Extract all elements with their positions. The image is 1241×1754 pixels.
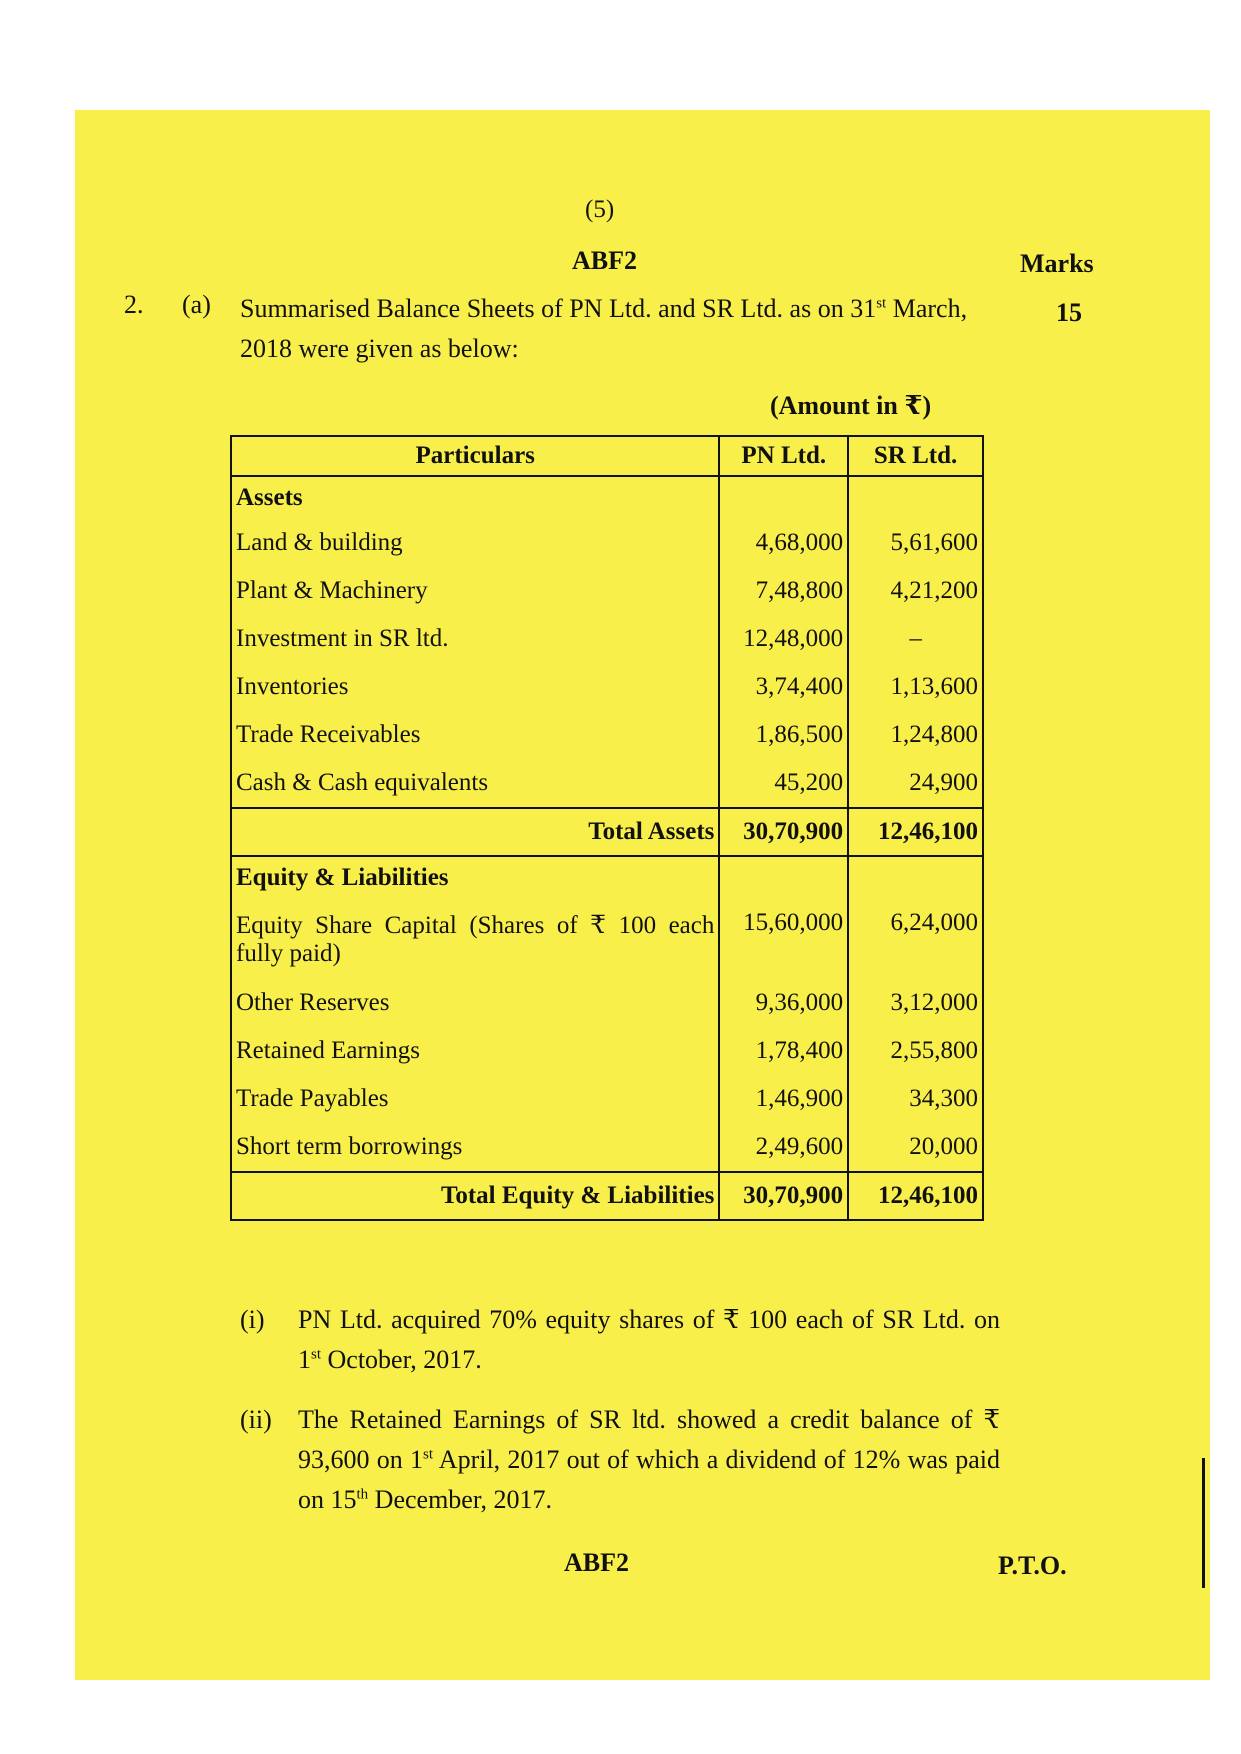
paper-code-footer: ABF2 [564,1548,629,1577]
pn-value: 9,36,000 [719,979,848,1027]
total-assets-row [231,808,983,856]
sr-value: 5,61,600 [848,519,983,567]
pn-value: 1,78,400 [719,1027,848,1075]
row-label: Investment in SR ltd. [231,615,719,663]
pn-value: 1,86,500 [719,711,848,759]
table-row [231,1123,983,1172]
note-label: (i) [240,1305,265,1334]
header-particulars: Particulars [231,436,719,476]
assets-heading: Assets [231,476,719,519]
marks-heading: Marks [1020,249,1094,278]
total-assets-sr: 12,46,100 [848,808,983,856]
sr-value: 1,24,800 [848,711,983,759]
question-marks: 15 [1056,298,1082,327]
scan-edge-mark [1202,1458,1205,1588]
section-row-liabilities [231,856,983,899]
pn-value: 3,74,400 [719,663,848,711]
sr-value: 6,24,000 [848,899,983,979]
pn-value: 45,200 [719,759,848,808]
note-text: The Retained Earnings of SR ltd. showed a credit balance of ₹ 93,600 on 1st April, 2017 out of which a dividend of 12% was paid on 15th December, 2017. [298,1405,1001,1514]
liabilities-heading: Equity & Liabilities [231,856,719,899]
total-assets-label: Total Assets [231,808,719,856]
pn-value: 1,46,900 [719,1075,848,1123]
header-pn-ltd: PN Ltd. [719,436,848,476]
question-number: 2. [124,290,144,319]
sr-value: 20,000 [848,1123,983,1172]
section-row-assets [231,476,983,519]
table-row [231,567,983,615]
pn-value: 12,48,000 [719,615,848,663]
row-label: Equity Share Capital (Shares of ₹ 100 each fully paid) [231,899,719,979]
amount-unit-note: (Amount in ₹) [770,391,932,420]
row-label: Retained Earnings [231,1027,719,1075]
note-i [240,1300,1000,1380]
row-label: Trade Receivables [231,711,719,759]
table-row [231,711,983,759]
row-label: Inventories [231,663,719,711]
table-row [231,1027,983,1075]
row-label: Trade Payables [231,1075,719,1123]
table-row [231,615,983,663]
table-header-row [231,436,983,476]
total-liabilities-label: Total Equity & Liabilities [231,1172,719,1220]
question-intro: Summarised Balance Sheets of PN Ltd. and SR Ltd. as on 31st March, 2018 were given as below: [240,294,968,363]
note-label: (ii) [240,1405,272,1434]
sr-value: 4,21,200 [848,567,983,615]
header-sr-ltd: SR Ltd. [848,436,983,476]
table-row [231,1075,983,1123]
note-ii [240,1400,1000,1520]
page-number: (5) [585,196,615,223]
sr-value: 24,900 [848,759,983,808]
pn-value: 15,60,000 [719,899,848,979]
table-row [231,979,983,1027]
row-label: Plant & Machinery [231,567,719,615]
total-liabilities-row [231,1172,983,1220]
sr-value: 3,12,000 [848,979,983,1027]
total-liabilities-sr: 12,46,100 [848,1172,983,1220]
table-row [231,663,983,711]
sr-value: 34,300 [848,1075,983,1123]
sr-value: – [848,615,983,663]
row-label: Other Reserves [231,979,719,1027]
sr-value: 1,13,600 [848,663,983,711]
pn-value: 7,48,800 [719,567,848,615]
table-row [231,759,983,808]
table-row [231,519,983,567]
row-label: Short term borrowings [231,1123,719,1172]
question-part: (a) [182,290,211,319]
row-label: Land & building [231,519,719,567]
pn-value: 4,68,000 [719,519,848,567]
total-assets-pn: 30,70,900 [719,808,848,856]
balance-sheet-table [230,435,984,1221]
total-liabilities-pn: 30,70,900 [719,1172,848,1220]
paper-code-header: ABF2 [572,246,637,275]
table-row [231,899,983,979]
pn-value: 2,49,600 [719,1123,848,1172]
sr-value: 2,55,800 [848,1027,983,1075]
pto-label: P.T.O. [998,1551,1067,1580]
note-text: PN Ltd. acquired 70% equity shares of ₹ 100 each of SR Ltd. on 1st October, 2017. [298,1305,1000,1374]
row-label: Cash & Cash equivalents [231,759,719,808]
